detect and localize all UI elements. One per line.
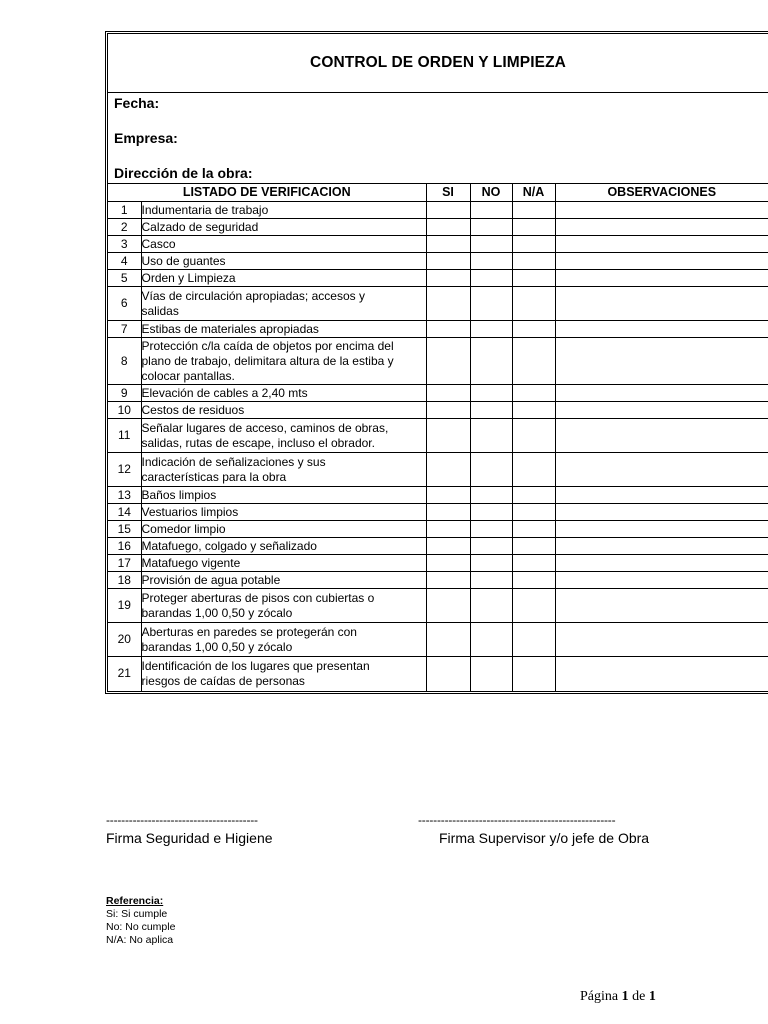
signature-line-left: ---------------------------------------- [106,813,258,827]
item-description [141,385,426,402]
fecha-label: Fecha: [114,95,160,111]
si-cell[interactable] [426,589,470,623]
item-description-line: plano de trabajo, delimitara altura de la estiba y [141,353,394,368]
checklist-row [108,419,768,453]
item-number: 1 [108,202,141,219]
item-number: 16 [108,538,141,555]
checklist-row [108,202,768,219]
item-description-line: barandas 1,00 0,50 y zócalo [141,605,293,620]
reference-heading: Referencia: [106,895,164,907]
si-cell[interactable] [426,287,470,321]
na-cell[interactable] [512,202,555,219]
observaciones-cell[interactable] [555,219,768,236]
si-cell[interactable] [426,453,470,487]
si-cell[interactable] [426,419,470,453]
page-total: 1 [648,989,656,1004]
observaciones-cell[interactable] [555,623,768,657]
item-description [141,253,426,270]
si-cell[interactable] [426,236,470,253]
observaciones-cell[interactable] [555,402,768,419]
page-of: de [632,989,646,1004]
item-description [141,623,426,657]
item-description-line: Elevación de cables a 2,40 mts [141,385,308,400]
item-description-line: Señalar lugares de acceso, caminos de obras, [141,420,389,435]
item-description-line: Provisión de agua potable [141,572,281,587]
observaciones-cell[interactable] [555,487,768,504]
no-cell[interactable] [470,219,512,236]
no-cell[interactable] [470,236,512,253]
reference-legend [106,895,175,947]
no-cell[interactable] [470,453,512,487]
observaciones-cell[interactable] [555,555,768,572]
signature-line-right: ---------------------------------------------------- [418,813,616,827]
checklist-row [108,623,768,657]
item-description-line: salidas, rutas de escape, incluso el obrador. [141,435,375,450]
observaciones-cell[interactable] [555,287,768,321]
na-cell[interactable] [512,538,555,555]
item-description [141,555,426,572]
item-description-line: Matafuego, colgado y señalizado [141,538,317,553]
signature-label-left: Firma Seguridad e Higiene [106,830,273,846]
no-cell[interactable] [470,321,512,338]
col-header-na: N/A [512,184,555,202]
si-cell[interactable] [426,385,470,402]
item-description-line: colocar pantallas. [141,368,235,383]
item-number: 5 [108,270,141,287]
reference-si: Si: Si cumple [106,908,168,920]
item-number: 8 [108,338,141,385]
item-number: 18 [108,572,141,589]
checklist-row [108,572,768,589]
checklist-row [108,555,768,572]
item-description-line: salidas [141,303,179,318]
col-header-no: NO [470,184,512,202]
item-description [141,572,426,589]
checklist-row [108,504,768,521]
checklist-row [108,219,768,236]
na-cell[interactable] [512,270,555,287]
no-cell[interactable] [470,504,512,521]
observaciones-cell[interactable] [555,236,768,253]
na-cell[interactable] [512,385,555,402]
item-description-line: Orden y Limpieza [141,270,236,285]
item-number: 6 [108,287,141,321]
na-cell[interactable] [512,321,555,338]
na-cell[interactable] [512,236,555,253]
checklist-row [108,287,768,321]
si-cell[interactable] [426,538,470,555]
checklist-row [108,589,768,623]
item-description [141,219,426,236]
no-cell[interactable] [470,657,512,691]
si-cell[interactable] [426,657,470,691]
item-description-line: Matafuego vigente [141,555,241,570]
item-description-line: Aberturas en paredes se protegerán con [141,624,357,639]
checklist-row [108,321,768,338]
observaciones-cell[interactable] [555,572,768,589]
checklist-row [108,270,768,287]
item-description [141,338,426,385]
na-cell[interactable] [512,253,555,270]
item-description-line: Comedor limpio [141,521,226,536]
checklist-row [108,253,768,270]
observaciones-cell[interactable] [555,321,768,338]
checklist-row [108,385,768,402]
item-number: 15 [108,521,141,538]
na-cell[interactable] [512,555,555,572]
si-cell[interactable] [426,338,470,385]
item-number: 7 [108,321,141,338]
si-cell[interactable] [426,402,470,419]
no-cell[interactable] [470,555,512,572]
no-cell[interactable] [470,419,512,453]
no-cell[interactable] [470,385,512,402]
item-description [141,589,426,623]
si-cell[interactable] [426,219,470,236]
observaciones-cell[interactable] [555,253,768,270]
si-cell[interactable] [426,623,470,657]
checklist-row [108,236,768,253]
form-title: CONTROL DE ORDEN Y LIMPIEZA [108,34,768,93]
no-cell[interactable] [470,589,512,623]
checklist-row [108,338,768,385]
observaciones-cell[interactable] [555,657,768,691]
item-description [141,453,426,487]
item-description [141,270,426,287]
item-number: 10 [108,402,141,419]
page-prefix: Página [580,989,619,1004]
reference-no: No: No cumple [106,921,176,933]
observaciones-cell[interactable] [555,202,768,219]
item-description [141,202,426,219]
no-cell[interactable] [470,538,512,555]
item-description [141,236,426,253]
item-number: 2 [108,219,141,236]
na-cell[interactable] [512,287,555,321]
si-cell[interactable] [426,270,470,287]
si-cell[interactable] [426,202,470,219]
direccion-label: Dirección de la obra: [114,165,253,181]
table-header-row [108,184,768,202]
si-cell[interactable] [426,253,470,270]
item-number: 11 [108,419,141,453]
item-description-line: Identificación de los lugares que presentan [141,658,370,673]
signature-label-right: Firma Supervisor y/o jefe de Obra [439,830,650,846]
item-description [141,419,426,453]
reference-na: N/A: No aplica [106,934,174,946]
si-cell[interactable] [426,504,470,521]
item-description-line: Protección c/la caída de objetos por encima del [141,338,394,353]
item-description [141,657,426,691]
checklist-row [108,453,768,487]
item-number: 19 [108,589,141,623]
no-cell[interactable] [470,287,512,321]
na-cell[interactable] [512,623,555,657]
checklist-row [108,402,768,419]
page-current: 1 [621,989,629,1004]
na-cell[interactable] [512,589,555,623]
na-cell[interactable] [512,419,555,453]
item-description-line: Vías de circulación apropiadas; accesos y [141,288,365,303]
no-cell[interactable] [470,202,512,219]
si-cell[interactable] [426,487,470,504]
na-cell[interactable] [512,453,555,487]
checklist-table [108,183,768,691]
no-cell[interactable] [470,402,512,419]
observaciones-cell[interactable] [555,521,768,538]
na-cell[interactable] [512,504,555,521]
item-number: 12 [108,453,141,487]
item-description [141,287,426,321]
na-cell[interactable] [512,487,555,504]
item-description [141,402,426,419]
observaciones-cell[interactable] [555,270,768,287]
na-cell[interactable] [512,521,555,538]
item-number: 4 [108,253,141,270]
item-description-line: Proteger aberturas de pisos con cubiertas o [141,590,375,605]
na-cell[interactable] [512,338,555,385]
item-description-line: Casco [141,236,176,251]
item-description-line: Baños limpios [141,487,217,502]
item-number: 21 [108,657,141,691]
no-cell[interactable] [470,623,512,657]
item-description [141,504,426,521]
observaciones-cell[interactable] [555,453,768,487]
item-description [141,321,426,338]
item-description-line: Indumentaria de trabajo [141,202,269,217]
checklist-row [108,487,768,504]
item-description-line: Calzado de seguridad [141,219,259,234]
checklist-row [108,538,768,555]
si-cell[interactable] [426,572,470,589]
no-cell[interactable] [470,270,512,287]
item-description [141,521,426,538]
item-number: 3 [108,236,141,253]
item-description-line: Indicación de señalizaciones y sus [141,454,326,469]
observaciones-cell[interactable] [555,338,768,385]
item-number: 14 [108,504,141,521]
no-cell[interactable] [470,521,512,538]
item-number: 20 [108,623,141,657]
no-cell[interactable] [470,253,512,270]
header-fields [108,93,768,183]
item-number: 9 [108,385,141,402]
item-description-line: características para la obra [141,469,287,484]
item-description-line: Vestuarios limpios [141,504,239,519]
item-number: 13 [108,487,141,504]
item-description [141,487,426,504]
checklist-row [108,521,768,538]
observaciones-cell[interactable] [555,385,768,402]
item-description [141,538,426,555]
si-cell[interactable] [426,521,470,538]
na-cell[interactable] [512,572,555,589]
si-cell[interactable] [426,321,470,338]
item-description-line: barandas 1,00 0,50 y zócalo [141,639,293,654]
item-description-line: riesgos de caídas de personas [141,673,305,688]
checklist-form [105,31,768,694]
na-cell[interactable] [512,402,555,419]
observaciones-cell[interactable] [555,538,768,555]
no-cell[interactable] [470,338,512,385]
si-cell[interactable] [426,555,470,572]
empresa-label: Empresa: [114,130,178,146]
observaciones-cell[interactable] [555,419,768,453]
observaciones-cell[interactable] [555,589,768,623]
item-description-line: Uso de guantes [141,253,226,268]
page-number [580,989,656,1005]
item-description-line: Estibas de materiales apropiadas [141,321,319,336]
no-cell[interactable] [470,487,512,504]
checklist-row [108,657,768,691]
col-header-listado: LISTADO DE VERIFICACION [108,184,426,202]
col-header-observaciones: OBSERVACIONES [555,184,768,202]
na-cell[interactable] [512,657,555,691]
item-description-line: Cestos de residuos [141,402,245,417]
item-number: 17 [108,555,141,572]
observaciones-cell[interactable] [555,504,768,521]
no-cell[interactable] [470,572,512,589]
na-cell[interactable] [512,219,555,236]
col-header-si: SI [426,184,470,202]
